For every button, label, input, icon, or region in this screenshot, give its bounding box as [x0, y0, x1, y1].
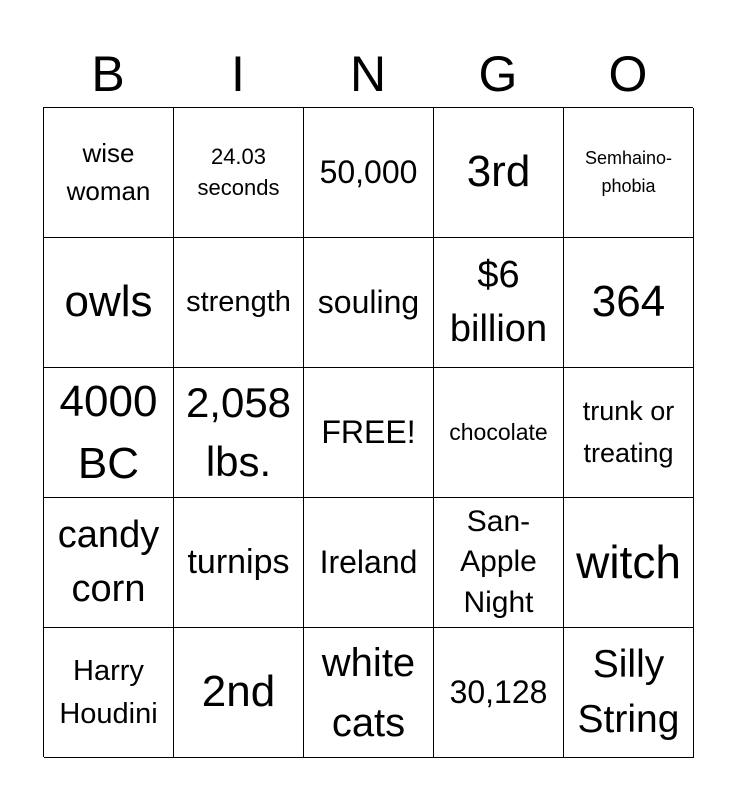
bingo-cell[interactable]: [304, 628, 434, 758]
header-letter-g: G: [478, 46, 518, 102]
bingo-cell-text: 30,128: [449, 673, 548, 710]
bingo-cell[interactable]: [44, 628, 174, 758]
bingo-cell-text: San- Apple Night: [460, 504, 537, 619]
bingo-cell[interactable]: [44, 108, 174, 238]
bingo-cell-text: Silly String: [577, 642, 680, 741]
bingo-cell[interactable]: [174, 628, 304, 758]
bingo-cell[interactable]: [434, 238, 564, 368]
bingo-cell-text: 2,058 lbs.: [185, 378, 292, 485]
bingo-cell-text: 2nd: [201, 667, 276, 717]
bingo-cell-text: 50,000: [319, 153, 418, 190]
bingo-cell[interactable]: [304, 238, 434, 368]
bingo-cell-text: Semhaino- phobia: [584, 147, 673, 196]
bingo-cell[interactable]: [44, 498, 174, 628]
bingo-cell[interactable]: [304, 108, 434, 238]
bingo-cell[interactable]: [304, 498, 434, 628]
bingo-cell[interactable]: [44, 368, 174, 498]
bingo-cell[interactable]: [44, 238, 174, 368]
bingo-cell-text: witch: [576, 536, 681, 589]
bingo-cell-text: 24.03 seconds: [197, 143, 280, 200]
bingo-board: [43, 107, 693, 757]
bingo-cell-text: 364: [591, 277, 666, 327]
bingo-cell[interactable]: [564, 368, 694, 498]
bingo-cell-text: wise woman: [66, 137, 151, 206]
bingo-cell-text: souling: [317, 283, 420, 320]
free-space[interactable]: [304, 368, 434, 498]
bingo-cell-text: strength: [186, 285, 291, 318]
bingo-cell[interactable]: [564, 498, 694, 628]
bingo-cell-text: 4000 BC: [59, 376, 158, 488]
bingo-header: [43, 40, 693, 108]
bingo-cell[interactable]: [434, 108, 564, 238]
header-letter-b: B: [91, 46, 125, 102]
bingo-cell-text: 3rd: [466, 147, 531, 197]
bingo-cell-text: candy corn: [57, 514, 160, 610]
bingo-cell[interactable]: [564, 238, 694, 368]
bingo-cell[interactable]: [564, 628, 694, 758]
bingo-cell[interactable]: [434, 628, 564, 758]
bingo-cell[interactable]: [434, 368, 564, 498]
free-space-label: FREE!: [321, 413, 416, 450]
header-letter-n: N: [349, 46, 387, 102]
header-letter-o: O: [608, 46, 648, 102]
bingo-cell[interactable]: [174, 238, 304, 368]
bingo-cell[interactable]: [174, 498, 304, 628]
bingo-cell[interactable]: [434, 498, 564, 628]
bingo-cell[interactable]: [174, 108, 304, 238]
bingo-cell-text: chocolate: [449, 418, 548, 445]
bingo-cell[interactable]: [564, 108, 694, 238]
bingo-cell[interactable]: [174, 368, 304, 498]
bingo-cell-text: trunk or treating: [582, 395, 675, 468]
bingo-cell-text: Harry Houdini: [59, 655, 158, 730]
bingo-cell-text: owls: [64, 277, 153, 327]
bingo-cell-text: turnips: [187, 542, 290, 581]
bingo-cell-text: $6 billion: [449, 254, 548, 350]
header-letter-i: I: [231, 46, 245, 102]
bingo-cell-text: white cats: [321, 640, 416, 745]
bingo-cell-text: Ireland: [319, 543, 418, 580]
